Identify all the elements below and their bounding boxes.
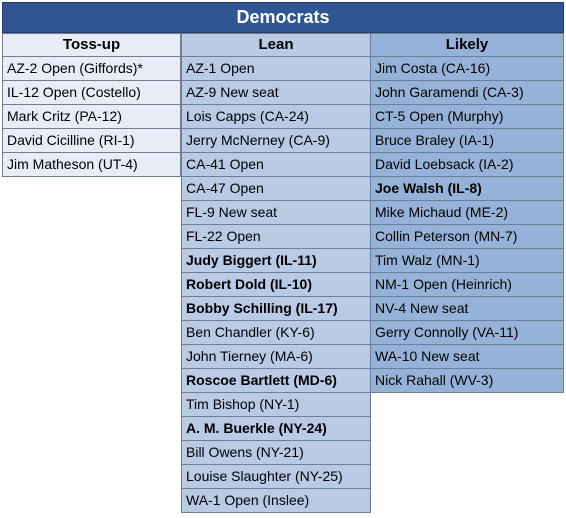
table-cell: AZ-9 New seat	[181, 81, 371, 105]
table-cell: Louise Slaughter (NY-25)	[181, 465, 371, 489]
table-cell: Mike Michaud (ME-2)	[370, 201, 564, 225]
table-cell: Gerry Connolly (VA-11)	[370, 321, 564, 345]
table-cell: Lois Capps (CA-24)	[181, 105, 371, 129]
table-cell: AZ-1 Open	[181, 57, 371, 81]
column-lean	[181, 33, 371, 513]
column-toss-up	[2, 33, 181, 177]
table-cell: FL-22 Open	[181, 225, 371, 249]
table-cell: Jim Matheson (UT-4)	[2, 153, 181, 177]
table-cell: Bill Owens (NY-21)	[181, 441, 371, 465]
table-cell: David Cicilline (RI-1)	[2, 129, 181, 153]
table-cell: David Loebsack (IA-2)	[370, 153, 564, 177]
table-cell: CT-5 Open (Murphy)	[370, 105, 564, 129]
table-cell: John Garamendi (CA-3)	[370, 81, 564, 105]
table-cell: Jerry McNerney (CA-9)	[181, 129, 371, 153]
table-cell: Nick Rahall (WV-3)	[370, 369, 564, 393]
table-cell: IL-12 Open (Costello)	[2, 81, 181, 105]
table-cell: WA-1 Open (Inslee)	[181, 489, 371, 513]
table-cell: NV-4 New seat	[370, 297, 564, 321]
column-header-lean: Lean	[181, 33, 371, 57]
table-cell: FL-9 New seat	[181, 201, 371, 225]
table-cell: Mark Critz (PA-12)	[2, 105, 181, 129]
table-cell: Roscoe Bartlett (MD-6)	[181, 369, 371, 393]
table-cell: WA-10 New seat	[370, 345, 564, 369]
table-cell: John Tierney (MA-6)	[181, 345, 371, 369]
column-likely	[370, 33, 564, 393]
table-cell: Joe Walsh (IL-8)	[370, 177, 564, 201]
table-cell: Tim Bishop (NY-1)	[181, 393, 371, 417]
table-cell: Bobby Schilling (IL-17)	[181, 297, 371, 321]
table-cell: Bruce Braley (IA-1)	[370, 129, 564, 153]
table-cell: Robert Dold (IL-10)	[181, 273, 371, 297]
table-cell: Jim Costa (CA-16)	[370, 57, 564, 81]
table-title: Democrats	[2, 2, 564, 33]
table-cell: Ben Chandler (KY-6)	[181, 321, 371, 345]
table-cell: AZ-2 Open (Giffords)*	[2, 57, 181, 81]
table-cell: Judy Biggert (IL-11)	[181, 249, 371, 273]
table-cell: NM-1 Open (Heinrich)	[370, 273, 564, 297]
column-header-toss-up: Toss-up	[2, 33, 181, 57]
table-cell: CA-41 Open	[181, 153, 371, 177]
column-header-likely: Likely	[370, 33, 564, 57]
table-cell: CA-47 Open	[181, 177, 371, 201]
table-cell: A. M. Buerkle (NY-24)	[181, 417, 371, 441]
table-cell: Tim Walz (MN-1)	[370, 249, 564, 273]
table-cell: Collin Peterson (MN-7)	[370, 225, 564, 249]
